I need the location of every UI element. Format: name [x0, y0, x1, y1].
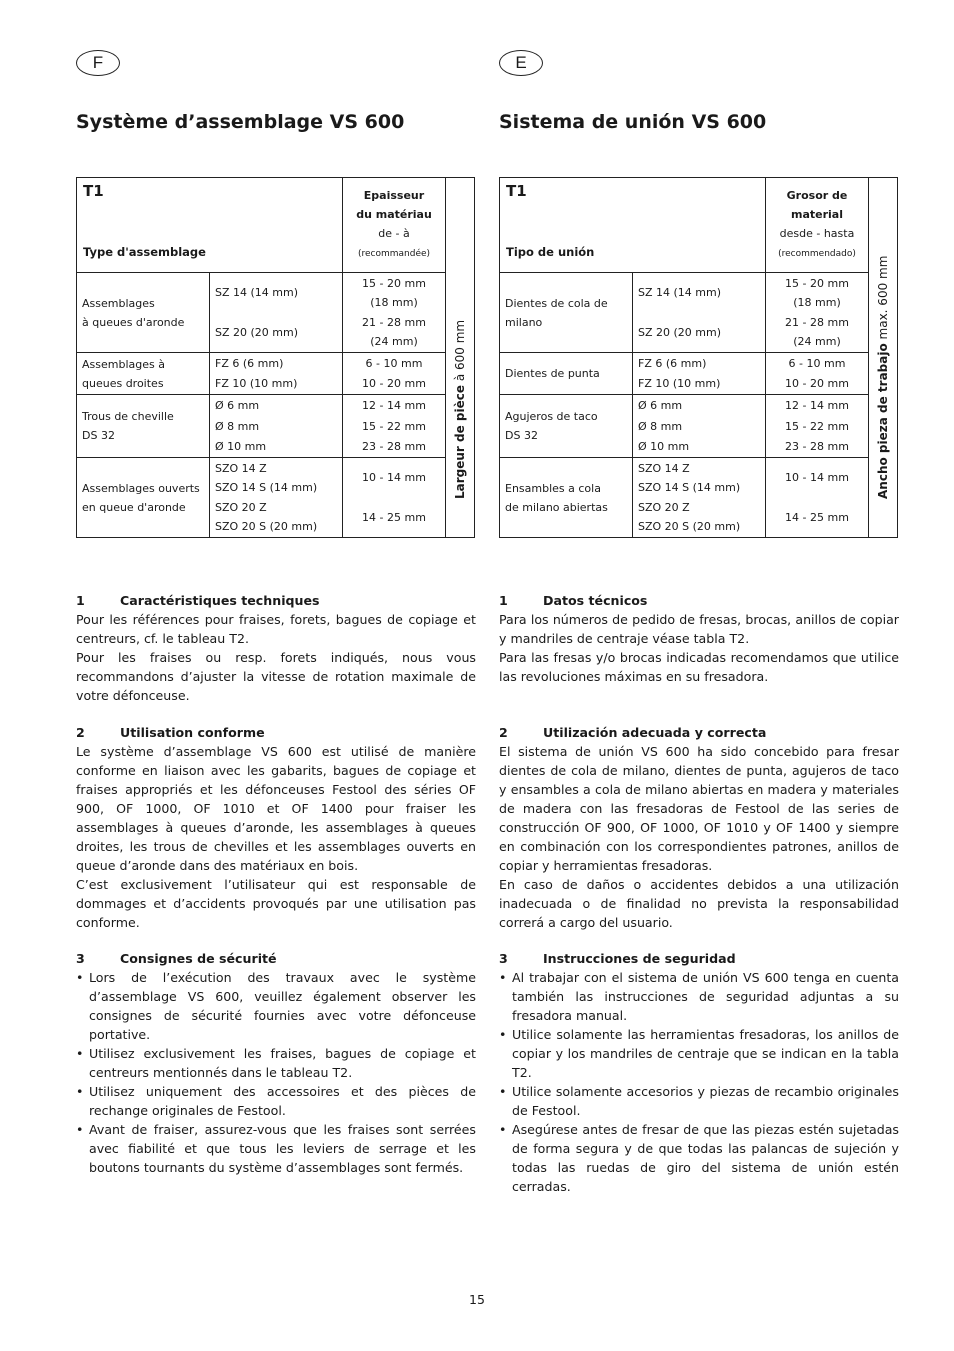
list-item: • Utilisez exclusivement les fraises, bagues de copiage et centreurs mentionnés dans le tableau T2. — [76, 1044, 476, 1082]
header-thickness-line: material — [791, 208, 843, 221]
thickness-cell — [343, 437, 446, 458]
joint-type-line: à queues d'aronde — [82, 315, 185, 329]
thickness-cell — [343, 374, 446, 395]
header-type-cell — [500, 178, 766, 273]
list-item: • Lors de l’exécution des travaux avec le système d’assemblage VS 600, veuillez également observer les consignes de sécurité fournies avec votre défonceuse portative. — [76, 968, 476, 1044]
cutter-line: SZ 14 (14 mm) — [215, 286, 299, 300]
page-title: Système d’assemblage VS 600 — [76, 111, 405, 133]
section-number: 1 — [499, 593, 508, 608]
thickness-line: (24 mm) — [793, 335, 841, 349]
cutter-line: FZ 6 (6 mm) — [215, 356, 284, 370]
cutter-line: Ø 10 mm — [215, 440, 267, 454]
cutter-cell — [633, 353, 766, 374]
thickness-line: (18 mm) — [793, 295, 841, 309]
thickness-line: 21 - 28 mm — [362, 316, 426, 330]
joint-table — [499, 177, 898, 538]
table-label: T1 — [83, 182, 104, 200]
table-row — [500, 353, 898, 374]
section-heading — [76, 723, 476, 742]
section-heading — [499, 591, 899, 610]
side-width-bold: Ancho pieza de trabajo — [876, 343, 890, 499]
table-row — [77, 353, 475, 374]
cutter-line: Ø 10 mm — [638, 440, 690, 454]
cutter-line: SZO 14 Z — [215, 461, 267, 475]
thickness-cell — [766, 273, 869, 313]
table-row — [77, 273, 475, 313]
section-paragraph: Le système d’assemblage VS 600 est utilisé de manière conforme en liaison avec les gabarits, bagues de copiage et fraises appropriés et les défonceuses Festool des séries OF 900, OF 1000, OF 1010 et OF 1400 pour fraiser les assemblages à queues d’aronde, les assemblages à queues droites, les trous de chevilles et les assemblages ouverts en queue d’aronde dans des matériaux en bois. — [76, 744, 476, 873]
thickness-line: 21 - 28 mm — [785, 316, 849, 330]
side-width-bold: Largeur de pièce — [453, 384, 467, 499]
joint-type-cell — [500, 273, 633, 353]
section-title: Utilisation conforme — [120, 725, 265, 740]
section-2 — [499, 723, 899, 932]
list-item: • Utilice solamente accesorios y piezas de recambio originales de Festool. — [499, 1082, 899, 1120]
cutter-cell — [633, 437, 766, 458]
cutter-line: SZO 14 S (14 mm) — [638, 480, 741, 494]
joint-type-cell — [500, 353, 633, 395]
joint-type-line: Agujeros de taco — [505, 410, 598, 423]
section-paragraph: En caso de daños o accidentes debidos a una utilización inadecuada o de finalidad no prevista la responsabilidad correrá a cargo del usuario. — [499, 877, 899, 930]
table-header-row — [77, 178, 475, 273]
thickness-line: 12 - 14 mm — [785, 398, 849, 412]
list-item: • Utilisez uniquement des accessoires et des pièces de rechange originales de Festool. — [76, 1082, 476, 1120]
thickness-cell — [766, 498, 869, 538]
section-number: 3 — [76, 951, 85, 966]
section-1 — [499, 591, 899, 686]
table-row — [77, 458, 475, 498]
thickness-cell — [343, 273, 446, 313]
thickness-line: 14 - 25 mm — [362, 510, 426, 524]
page-number: 15 — [469, 1292, 485, 1307]
thickness-line: 6 - 10 mm — [365, 356, 423, 370]
section-1 — [76, 591, 476, 705]
section-paragraph: El sistema de unión VS 600 ha sido concebido para fresar dientes de cola de milano, dientes de punta, agujeros de taco y ensambles a cola de milano abiertas en madera y materiales de madera con las fresadoras de Festool de las series de construcción OF 900, OF 1000, OF 1010 y OF 1400 y siempre en combinación con los correspondientes patrones, anillos de copiar y herramientas fresadoras. — [499, 744, 899, 873]
section-3 — [499, 949, 899, 1196]
cutter-cell — [210, 458, 343, 498]
thickness-cell — [766, 374, 869, 395]
joint-type-line: milano — [505, 315, 543, 329]
joint-type-cell — [500, 395, 633, 458]
side-width-cell — [446, 178, 475, 538]
section-paragraph: Para los números de pedido de fresas, brocas, anillos de copiar y mandriles de centraje véase tabla T2. — [499, 612, 899, 646]
thickness-cell — [766, 353, 869, 374]
header-thickness-line: du matériau — [356, 208, 432, 221]
cutter-cell — [633, 374, 766, 395]
joint-type-line: queues droites — [82, 376, 164, 390]
cutter-line: SZ 14 (14 mm) — [638, 286, 722, 300]
thickness-cell — [766, 416, 869, 437]
header-type-label: Type d'assemblage — [83, 245, 206, 259]
cutter-line: Ø 6 mm — [638, 398, 683, 412]
thickness-line: 10 - 14 mm — [785, 471, 849, 485]
safety-list — [76, 968, 476, 1177]
section-paragraph: C’est exclusivement l’utilisateur qui est responsable de dommages et d’accidents provoqués par une utilisation pas conforme. — [76, 877, 476, 930]
table-row — [77, 395, 475, 416]
thickness-cell — [343, 416, 446, 437]
page-title: Sistema de unión VS 600 — [499, 111, 767, 133]
thickness-line: 14 - 25 mm — [785, 510, 849, 524]
section-title: Datos técnicos — [543, 593, 648, 608]
thickness-line: 6 - 10 mm — [788, 356, 846, 370]
joint-type-cell — [77, 395, 210, 458]
joint-type-cell — [77, 353, 210, 395]
cutter-cell — [633, 416, 766, 437]
language-marker: E — [499, 50, 543, 76]
cutter-line: SZ 20 (20 mm) — [638, 325, 722, 339]
thickness-line: (18 mm) — [370, 295, 418, 309]
thickness-cell — [343, 498, 446, 538]
section-number: 3 — [499, 951, 508, 966]
language-marker: F — [76, 50, 120, 76]
cutter-line: SZO 20 S (20 mm) — [215, 520, 318, 534]
joint-type-line: Assemblages à — [82, 357, 165, 371]
cutter-cell — [210, 395, 343, 416]
cutter-cell — [210, 273, 343, 313]
thickness-line: 10 - 20 mm — [362, 377, 426, 391]
thickness-line: 15 - 22 mm — [785, 419, 849, 433]
section-number: 2 — [76, 725, 85, 740]
list-item: • Avant de fraiser, assurez-vous que les fraises sont serrées avec fiabilité et que tous les leviers de serrage et les boutons tournants du système d’assemblages sont fermés. — [76, 1120, 476, 1177]
table-label: T1 — [506, 182, 527, 200]
header-thickness-line: (recommandée) — [357, 249, 431, 259]
table-header-row — [500, 178, 898, 273]
thickness-cell — [766, 437, 869, 458]
thickness-line: 23 - 28 mm — [785, 440, 849, 454]
side-width-normal: à 600 mm — [453, 319, 467, 385]
cutter-cell — [210, 498, 343, 538]
thickness-cell — [343, 395, 446, 416]
thickness-cell — [766, 458, 869, 498]
joint-type-line: Assemblages ouverts — [82, 481, 200, 495]
joint-type-line: DS 32 — [505, 429, 538, 442]
header-type-cell — [77, 178, 343, 273]
header-thickness-line: de - à — [378, 227, 410, 240]
header-thickness-line: Epaisseur — [363, 189, 425, 202]
thickness-cell — [766, 395, 869, 416]
joint-type-cell — [500, 458, 633, 538]
cutter-cell — [210, 353, 343, 374]
section-heading — [76, 591, 476, 610]
header-thickness-line: Grosor de — [786, 189, 848, 202]
cutter-cell — [633, 395, 766, 416]
cutter-line: Ø 6 mm — [215, 398, 260, 412]
joint-type-line: DS 32 — [82, 429, 115, 442]
section-number: 1 — [76, 593, 85, 608]
section-title: Consignes de sécurité — [120, 951, 277, 966]
cutter-cell — [633, 458, 766, 498]
thickness-cell — [766, 313, 869, 353]
thickness-cell — [343, 353, 446, 374]
cutter-line: SZO 20 S (20 mm) — [638, 520, 741, 534]
list-item: • Asegúrese antes de fresar de que las piezas estén sujetadas de forma segura y de que todas las palancas de sujeción y todas las ruedas de giro del sistema de unión estén cerradas. — [499, 1120, 899, 1196]
thickness-line: (24 mm) — [370, 335, 418, 349]
section-heading — [499, 723, 899, 742]
joint-type-line: de milano abiertas — [505, 500, 608, 514]
section-heading — [499, 949, 899, 968]
table-row — [500, 273, 898, 313]
header-type-label: Tipo de unión — [506, 245, 595, 259]
cutter-line: FZ 6 (6 mm) — [638, 356, 707, 370]
safety-list — [499, 968, 899, 1196]
cutter-cell — [633, 273, 766, 313]
thickness-line: 23 - 28 mm — [362, 440, 426, 454]
cutter-line: Ø 8 mm — [215, 419, 260, 433]
header-thickness-cell — [343, 178, 446, 273]
thickness-line: 10 - 20 mm — [785, 377, 849, 391]
joint-table — [76, 177, 475, 538]
header-thickness-line: (recommendado) — [778, 249, 856, 259]
joint-type-line: Dientes de punta — [505, 367, 600, 380]
cutter-line: SZ 20 (20 mm) — [215, 325, 299, 339]
section-number: 2 — [499, 725, 508, 740]
thickness-line: 12 - 14 mm — [362, 398, 426, 412]
cutter-line: SZO 14 S (14 mm) — [215, 480, 318, 494]
cutter-line: SZO 20 Z — [215, 501, 267, 515]
joint-type-line: Dientes de cola de — [505, 296, 608, 310]
thickness-cell — [343, 313, 446, 353]
thickness-line: 15 - 20 mm — [362, 276, 426, 290]
list-item: • Utilice solamente las herramientas fresadoras, los anillos de copiar y los mandriles de centraje que se indican en la tabla T2. — [499, 1025, 899, 1082]
thickness-line: 15 - 20 mm — [785, 276, 849, 290]
header-thickness-line: desde - hasta — [779, 227, 855, 240]
joint-type-line: Ensambles a cola — [505, 481, 601, 495]
section-paragraph: Para las fresas y/o brocas indicadas recomendamos que utilice las revoluciones máximas en su fresadora. — [499, 650, 899, 684]
section-title: Utilización adecuada y correcta — [543, 725, 767, 740]
table-row — [500, 458, 898, 498]
thickness-line: 10 - 14 mm — [362, 471, 426, 485]
cutter-line: SZO 14 Z — [638, 461, 690, 475]
cutter-line: Ø 8 mm — [638, 419, 683, 433]
cutter-cell — [210, 374, 343, 395]
header-thickness-cell — [766, 178, 869, 273]
side-width-label — [876, 256, 890, 499]
section-paragraph: Pour les fraises ou resp. forets indiqués, nous vous recommandons d’ajuster la vitesse de rotation maximale de votre défonceuse. — [76, 650, 476, 703]
joint-type-cell — [77, 458, 210, 538]
section-heading — [76, 949, 476, 968]
cutter-line: FZ 10 (10 mm) — [215, 377, 298, 391]
section-title: Instrucciones de seguridad — [543, 951, 736, 966]
side-width-normal: max. 600 mm — [876, 255, 890, 344]
side-width-cell — [869, 178, 898, 538]
cutter-cell — [633, 498, 766, 538]
list-item: • Al trabajar con el sistema de unión VS 600 tenga en cuenta también las instrucciones de seguridad adjuntas a su fresadora manual. — [499, 968, 899, 1025]
cutter-line: SZO 20 Z — [638, 501, 690, 515]
joint-type-line: Assemblages — [82, 296, 155, 310]
joint-type-line: en queue d'aronde — [82, 500, 186, 514]
thickness-cell — [343, 458, 446, 498]
cutter-cell — [210, 313, 343, 353]
section-paragraph: Pour les références pour fraises, forets, bagues de copiage et centreurs, cf. le tableau T2. — [76, 612, 476, 646]
joint-type-line: Trous de cheville — [82, 410, 174, 423]
table-row — [500, 395, 898, 416]
cutter-cell — [633, 313, 766, 353]
cutter-cell — [210, 437, 343, 458]
section-title: Caractéristiques techniques — [120, 593, 320, 608]
cutter-line: FZ 10 (10 mm) — [638, 377, 721, 391]
section-2 — [76, 723, 476, 932]
section-3 — [76, 949, 476, 1177]
side-width-label — [453, 320, 467, 499]
joint-type-cell — [77, 273, 210, 353]
thickness-line: 15 - 22 mm — [362, 419, 426, 433]
cutter-cell — [210, 416, 343, 437]
